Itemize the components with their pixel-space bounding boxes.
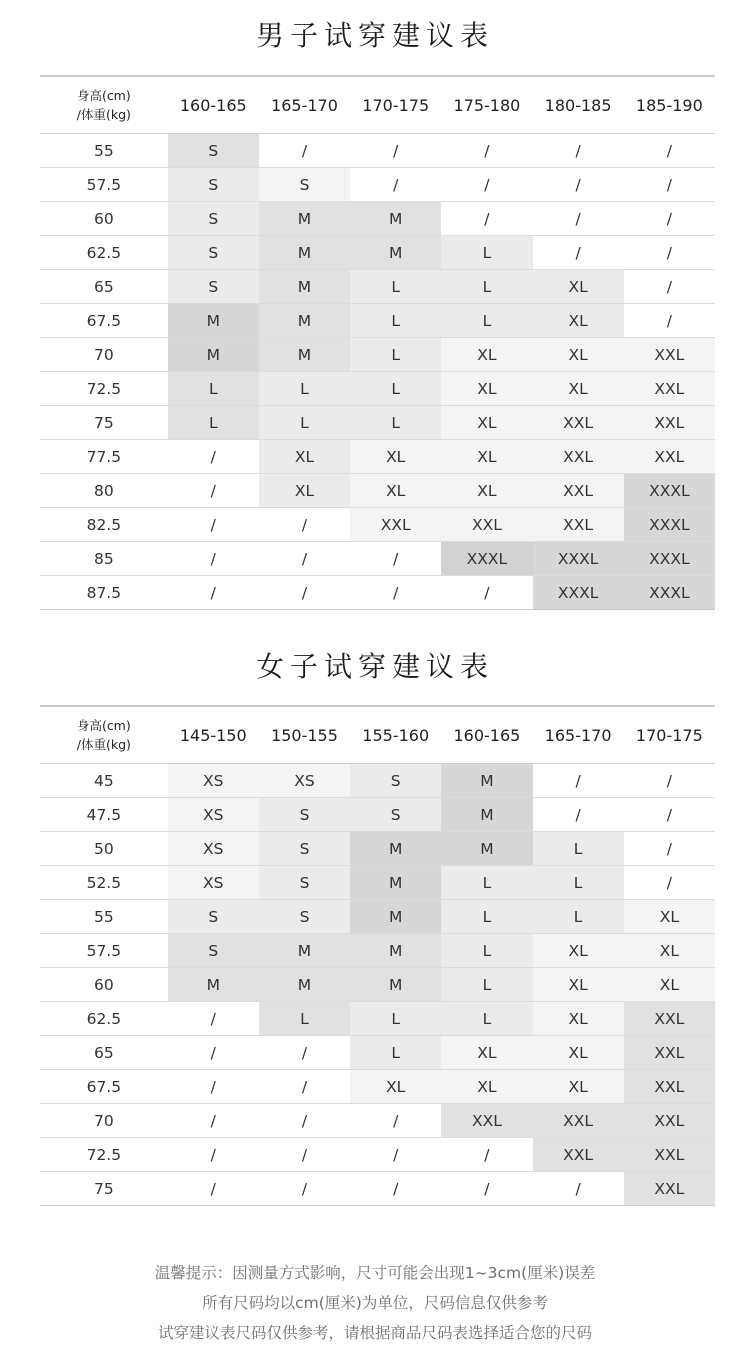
size-cell: L xyxy=(168,406,259,440)
size-cell: XL xyxy=(441,1036,532,1070)
size-cell: / xyxy=(624,304,715,338)
size-cell: XXL xyxy=(624,440,715,474)
size-cell: / xyxy=(441,168,532,202)
size-cell: S xyxy=(168,134,259,168)
size-cell: XXL xyxy=(624,1036,715,1070)
table-row xyxy=(40,1138,715,1172)
weight-cell: 70 xyxy=(40,1104,168,1138)
height-axis-label: 身高(cm) xyxy=(76,88,131,103)
size-cell: / xyxy=(168,1104,259,1138)
weight-cell: 85 xyxy=(40,542,168,576)
weight-cell: 57.5 xyxy=(40,168,168,202)
weight-cell: 65 xyxy=(40,270,168,304)
size-cell: / xyxy=(624,134,715,168)
size-cell: / xyxy=(441,202,532,236)
size-cell: / xyxy=(259,1070,350,1104)
size-cell: / xyxy=(441,1172,532,1206)
size-cell: XXL xyxy=(533,1138,624,1172)
size-cell: XXXL xyxy=(441,542,532,576)
size-cell: M xyxy=(259,968,350,1002)
women-size-table xyxy=(40,705,715,1206)
size-cell: M xyxy=(350,866,441,900)
size-cell: XL xyxy=(350,474,441,508)
weight-cell: 82.5 xyxy=(40,508,168,542)
size-cell: / xyxy=(533,1172,624,1206)
size-cell: XL xyxy=(533,1070,624,1104)
size-cell: XXXL xyxy=(533,576,624,610)
size-cell: / xyxy=(350,1172,441,1206)
weight-cell: 65 xyxy=(40,1036,168,1070)
table-row xyxy=(40,764,715,798)
size-cell: / xyxy=(168,542,259,576)
size-cell: L xyxy=(533,832,624,866)
size-cell: S xyxy=(168,202,259,236)
size-cell: XXXL xyxy=(624,576,715,610)
size-cell: L xyxy=(441,270,532,304)
size-cell: / xyxy=(168,474,259,508)
women-table-body xyxy=(40,764,715,1206)
table-row xyxy=(40,1070,715,1104)
size-cell: XL xyxy=(533,968,624,1002)
size-cell: S xyxy=(259,168,350,202)
weight-axis-label: /体重(kg) xyxy=(76,107,131,122)
height-column-header: 160-165 xyxy=(168,76,259,134)
weight-cell: 55 xyxy=(40,900,168,934)
size-cell: S xyxy=(168,270,259,304)
size-cell: XL xyxy=(441,1070,532,1104)
size-cell: / xyxy=(168,508,259,542)
weight-cell: 75 xyxy=(40,1172,168,1206)
size-cell: XS xyxy=(168,866,259,900)
size-cell: S xyxy=(168,236,259,270)
table-row xyxy=(40,236,715,270)
size-cell: / xyxy=(168,1036,259,1070)
weight-cell: 62.5 xyxy=(40,1002,168,1036)
size-cell: XXL xyxy=(624,1002,715,1036)
height-column-header: 155-160 xyxy=(350,706,441,764)
size-cell: XL xyxy=(624,900,715,934)
size-cell: XXL xyxy=(624,372,715,406)
women-size-chart-title: 女子试穿建议表 xyxy=(255,650,494,683)
size-cell: XL xyxy=(533,372,624,406)
size-cell: M xyxy=(168,338,259,372)
size-cell: XXL xyxy=(624,1138,715,1172)
size-cell: / xyxy=(168,1172,259,1206)
size-cell: XS xyxy=(168,764,259,798)
size-cell: XXXL xyxy=(533,542,624,576)
size-cell: M xyxy=(441,764,532,798)
size-cell: / xyxy=(168,1138,259,1172)
weight-cell: 67.5 xyxy=(40,304,168,338)
size-cell: / xyxy=(533,134,624,168)
size-cell: L xyxy=(441,900,532,934)
size-cell: / xyxy=(624,764,715,798)
size-cell: XXXL xyxy=(624,508,715,542)
size-cell: M xyxy=(259,934,350,968)
size-cell: XXL xyxy=(533,440,624,474)
size-cell: M xyxy=(168,304,259,338)
size-cell: / xyxy=(624,832,715,866)
footer-note-reference: 试穿建议表尺码仅供参考，请根据商品尺码表选择适合您的尺码 xyxy=(157,1324,592,1342)
size-cell: S xyxy=(350,764,441,798)
size-cell: M xyxy=(350,832,441,866)
size-cell: / xyxy=(533,202,624,236)
weight-cell: 80 xyxy=(40,474,168,508)
size-cell: L xyxy=(350,304,441,338)
size-cell: / xyxy=(259,1036,350,1070)
size-cell: L xyxy=(350,406,441,440)
footer-note-measurement: 温馨提示：因测量方式影响，尺寸可能会出现1~3cm(厘米)误差 xyxy=(154,1264,596,1282)
size-cell: / xyxy=(624,168,715,202)
size-cell: XL xyxy=(533,338,624,372)
size-cell: / xyxy=(350,576,441,610)
size-cell: / xyxy=(533,764,624,798)
weight-cell: 87.5 xyxy=(40,576,168,610)
size-cell: XL xyxy=(533,304,624,338)
size-cell: / xyxy=(533,798,624,832)
weight-cell: 60 xyxy=(40,968,168,1002)
size-cell: XXXL xyxy=(624,542,715,576)
height-column-header: 170-175 xyxy=(624,706,715,764)
weight-cell: 52.5 xyxy=(40,866,168,900)
weight-cell: 57.5 xyxy=(40,934,168,968)
table-row xyxy=(40,372,715,406)
weight-cell: 70 xyxy=(40,338,168,372)
size-cell: M xyxy=(350,900,441,934)
table-row xyxy=(40,866,715,900)
height-column-header: 175-180 xyxy=(441,76,532,134)
height-column-header: 180-185 xyxy=(533,76,624,134)
table-row xyxy=(40,576,715,610)
size-cell: XXL xyxy=(533,1104,624,1138)
size-cell: M xyxy=(441,832,532,866)
size-cell: / xyxy=(259,1104,350,1138)
size-cell: S xyxy=(168,900,259,934)
size-cell: / xyxy=(259,134,350,168)
size-cell: L xyxy=(259,406,350,440)
size-cell: / xyxy=(624,270,715,304)
table-row xyxy=(40,1104,715,1138)
size-cell: XXL xyxy=(624,1070,715,1104)
size-cell: L xyxy=(441,304,532,338)
weight-cell: 55 xyxy=(40,134,168,168)
table-row xyxy=(40,270,715,304)
size-cell: XL xyxy=(441,338,532,372)
size-cell: S xyxy=(259,900,350,934)
size-cell: M xyxy=(350,968,441,1002)
weight-cell: 77.5 xyxy=(40,440,168,474)
size-cell: / xyxy=(259,576,350,610)
height-axis-label: 身高(cm) xyxy=(76,718,131,733)
size-cell: XL xyxy=(441,372,532,406)
table-row xyxy=(40,508,715,542)
size-cell: / xyxy=(624,798,715,832)
men-table-body xyxy=(40,134,715,610)
table-row xyxy=(40,798,715,832)
size-cell: / xyxy=(350,1104,441,1138)
size-cell: XXL xyxy=(624,338,715,372)
table-row xyxy=(40,542,715,576)
size-cell: L xyxy=(350,372,441,406)
men-size-chart-title: 男子试穿建议表 xyxy=(255,19,494,52)
size-cell: M xyxy=(441,798,532,832)
size-cell: L xyxy=(350,338,441,372)
table-row xyxy=(40,968,715,1002)
size-cell: XXL xyxy=(624,1104,715,1138)
table-row xyxy=(40,406,715,440)
size-cell: XL xyxy=(441,474,532,508)
size-cell: XS xyxy=(259,764,350,798)
size-cell: XL xyxy=(624,934,715,968)
size-cell: L xyxy=(259,1002,350,1036)
table-row xyxy=(40,1036,715,1070)
weight-cell: 60 xyxy=(40,202,168,236)
size-cell: XL xyxy=(533,270,624,304)
size-cell: / xyxy=(350,168,441,202)
footer-note-units: 所有尺码均以cm(厘米)为单位，尺码信息仅供参考 xyxy=(202,1294,548,1312)
size-cell: XL xyxy=(441,440,532,474)
size-cell: XXL xyxy=(533,406,624,440)
size-cell: XXL xyxy=(350,508,441,542)
footer-notes xyxy=(0,1258,750,1348)
size-cell: / xyxy=(533,168,624,202)
table-row xyxy=(40,168,715,202)
size-cell: XL xyxy=(624,968,715,1002)
size-cell: L xyxy=(441,866,532,900)
table-row xyxy=(40,1172,715,1206)
size-cell: L xyxy=(441,1002,532,1036)
size-cell: L xyxy=(533,900,624,934)
table-row xyxy=(40,832,715,866)
size-cell: S xyxy=(259,866,350,900)
size-cell: L xyxy=(441,968,532,1002)
size-cell: / xyxy=(350,542,441,576)
size-cell: / xyxy=(350,1138,441,1172)
size-cell: XXL xyxy=(624,406,715,440)
women-header-row xyxy=(40,706,715,764)
size-cell: / xyxy=(168,1002,259,1036)
size-cell: XL xyxy=(533,934,624,968)
size-cell: S xyxy=(168,168,259,202)
size-cell: / xyxy=(441,576,532,610)
size-cell: / xyxy=(624,202,715,236)
size-cell: XXL xyxy=(533,508,624,542)
table-row xyxy=(40,304,715,338)
size-cell: / xyxy=(350,134,441,168)
women-corner-label xyxy=(40,706,168,764)
size-cell: / xyxy=(259,1172,350,1206)
table-row xyxy=(40,900,715,934)
height-column-header: 185-190 xyxy=(624,76,715,134)
weight-cell: 62.5 xyxy=(40,236,168,270)
men-corner-label xyxy=(40,76,168,134)
weight-cell: 45 xyxy=(40,764,168,798)
size-cell: L xyxy=(350,270,441,304)
size-cell: XL xyxy=(533,1036,624,1070)
weight-axis-label: /体重(kg) xyxy=(76,737,131,752)
weight-cell: 72.5 xyxy=(40,372,168,406)
size-cell: / xyxy=(259,508,350,542)
table-row xyxy=(40,338,715,372)
size-cell: / xyxy=(168,440,259,474)
height-column-header: 165-170 xyxy=(533,706,624,764)
size-cell: XL xyxy=(350,1070,441,1104)
size-cell: / xyxy=(624,236,715,270)
size-cell: L xyxy=(168,372,259,406)
size-cell: XXL xyxy=(441,508,532,542)
men-header-row xyxy=(40,76,715,134)
size-cell: XL xyxy=(350,440,441,474)
table-row xyxy=(40,440,715,474)
table-row xyxy=(40,1002,715,1036)
size-cell: XL xyxy=(533,1002,624,1036)
weight-cell: 72.5 xyxy=(40,1138,168,1172)
size-cell: XXL xyxy=(441,1104,532,1138)
size-cell: S xyxy=(350,798,441,832)
size-cell: L xyxy=(533,866,624,900)
size-cell: / xyxy=(624,866,715,900)
size-cell: / xyxy=(259,1138,350,1172)
size-cell: XS xyxy=(168,798,259,832)
size-cell: XXXL xyxy=(624,474,715,508)
height-column-header: 150-155 xyxy=(259,706,350,764)
height-column-header: 170-175 xyxy=(350,76,441,134)
size-cell: XS xyxy=(168,832,259,866)
size-cell: M xyxy=(350,934,441,968)
size-cell: S xyxy=(259,798,350,832)
size-cell: M xyxy=(259,304,350,338)
size-cell: L xyxy=(441,236,532,270)
size-cell: / xyxy=(441,134,532,168)
table-row xyxy=(40,134,715,168)
size-cell: M xyxy=(259,338,350,372)
weight-cell: 50 xyxy=(40,832,168,866)
size-cell: M xyxy=(259,202,350,236)
table-row xyxy=(40,934,715,968)
weight-cell: 75 xyxy=(40,406,168,440)
size-cell: / xyxy=(441,1138,532,1172)
table-row xyxy=(40,474,715,508)
table-row xyxy=(40,202,715,236)
size-cell: M xyxy=(259,270,350,304)
size-cell: XXL xyxy=(624,1172,715,1206)
height-column-header: 160-165 xyxy=(441,706,532,764)
height-column-header: 145-150 xyxy=(168,706,259,764)
size-cell: L xyxy=(441,934,532,968)
men-size-table xyxy=(40,75,715,610)
size-cell: L xyxy=(350,1002,441,1036)
size-cell: / xyxy=(533,236,624,270)
weight-cell: 67.5 xyxy=(40,1070,168,1104)
size-cell: L xyxy=(350,1036,441,1070)
size-cell: XL xyxy=(259,440,350,474)
size-cell: XXL xyxy=(533,474,624,508)
size-cell: / xyxy=(168,1070,259,1104)
size-cell: / xyxy=(259,542,350,576)
size-cell: XL xyxy=(259,474,350,508)
size-cell: M xyxy=(350,236,441,270)
size-cell: L xyxy=(259,372,350,406)
size-cell: M xyxy=(168,968,259,1002)
size-cell: / xyxy=(168,576,259,610)
size-cell: S xyxy=(259,832,350,866)
size-cell: M xyxy=(350,202,441,236)
weight-cell: 47.5 xyxy=(40,798,168,832)
size-cell: S xyxy=(168,934,259,968)
size-cell: XL xyxy=(441,406,532,440)
size-cell: M xyxy=(259,236,350,270)
height-column-header: 165-170 xyxy=(259,76,350,134)
